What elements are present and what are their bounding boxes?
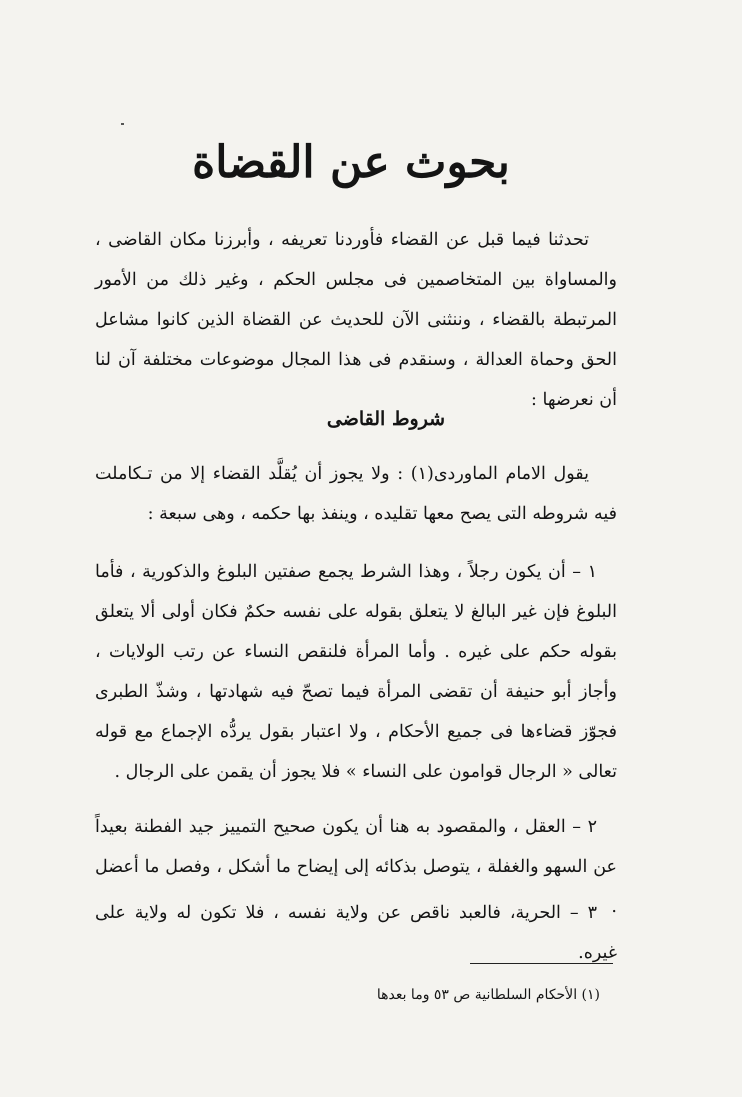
condition-1 xyxy=(95,552,617,792)
quote-paragraph xyxy=(95,454,617,534)
condition-3-text: ٣ – الحرية، فالعبد ناقص عن ولاية نفسه ، فلا تكون له ولاية على غيره. xyxy=(95,903,617,963)
condition-1-text: ١ – أن يكون رجلاً ، وهذا الشرط يجمع صفتين البلوغ والذكورية ، فأما البلوغ فإن غير البالغ لا يتعلق بقوله على نفسه حكمٌ فكان أولى ألا يتعلق بقوله حكم على غيره . وأما المرأة فلنقص النساء عن رتب الولايات ، وأجاز أبو حنيفة أن تقضى المرأة فيما تصحّ فيه شهادتها ، وشذّ الطبرى فجوّز قضاءها فى جميع الأحكام ، ولا اعتبار بقول يردُّه الإجماع مع قوله تعالى « الرجال قوامون على النساء » فلا يجوز أن يقمن على الرجال . xyxy=(95,562,617,782)
footnote: (١) الأحكام السلطانية ص ٥٣ وما بعدها xyxy=(376,987,600,1003)
footnote-divider xyxy=(470,963,613,964)
intro-text: تحدثنا فيما قبل عن القضاء فأوردنا تعريفه ، وأبرزنا مكان القاضى ، والمساواة بين المتخاصمين فى مجلس الحكم ، وغير ذلك من الأمور المرتبطة بالقضاء ، وننثنى الآن للحديث عن القضاة الذين كانوا مشاعل الحق وحماة العدالة ، وسنقدم فى هذا المجال موضوعات مختلفة آن لنا أن نعرضها : xyxy=(95,230,617,410)
intro-paragraph xyxy=(95,220,617,420)
quote-text: يقول الامام الماوردى(١) : ولا يجوز أن يُقلَّد القضاء إلا من تـكاملت فيه شروطه التى يصح معها تقليده ، وينفذ بها حكمه ، وهى سبعة : xyxy=(95,464,617,524)
ink-speck xyxy=(121,123,124,125)
page-title: بحوث عن القضاة xyxy=(192,137,510,188)
condition-2-text: ٢ – العقل ، والمقصود به هنا أن يكون صحيح التمييز جيد الفطنة بعيداً عن السهو والغفلة ، يتوصل بذكائه إلى إيضاح ما أشكل ، وفصل ما أعضل . xyxy=(95,817,617,917)
section-heading: شروط القاضى xyxy=(326,408,446,430)
condition-3 xyxy=(95,893,617,973)
